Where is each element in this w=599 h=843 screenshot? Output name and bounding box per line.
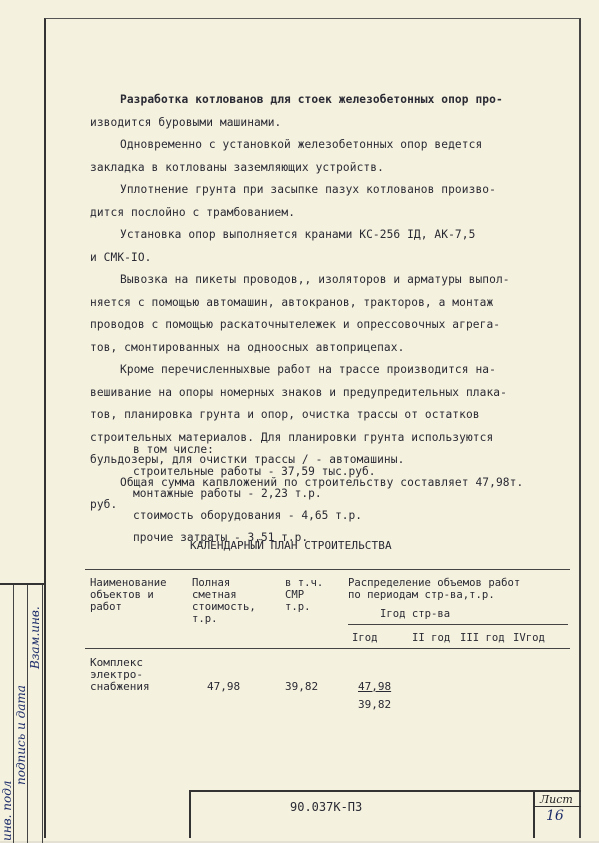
text-line: Кроме перечисленныхвые работ на трассе производится на- — [120, 363, 496, 376]
calendar-plan-title: КАЛЕНДАРНЫЙ ПЛАН СТРОИТЕЛЬСТВА — [190, 539, 392, 552]
row-total-cost: 47,98 — [207, 680, 241, 693]
period-year-2: II год — [412, 632, 451, 644]
period-year-1: Iгод — [352, 632, 378, 644]
text-line: Одновременно с установкой железобетонных опор ведется — [120, 138, 483, 151]
text-line: Уплотнение грунта при засыпке пазух котлованов произво- — [120, 183, 496, 196]
sheet-cell-divider — [533, 806, 581, 807]
cost-breakdown — [133, 443, 375, 553]
stamp-inventory-original: инв. подл — [0, 780, 14, 841]
text-line: Общая сумма капвложений по строительству составляет 47,98т. — [120, 475, 524, 489]
cost-item: монтажные работы - 2,23 т.р. — [133, 487, 322, 500]
cost-header: в том числе: — [133, 443, 214, 456]
text-line: Разработка котлованов для стоек железобетонных опор про- — [120, 93, 503, 106]
text-line: строительных материалов. Для планировки грунта используются — [90, 430, 494, 444]
text-line: руб. — [90, 498, 118, 511]
header-smr: в т.ч. СМР т.р. — [285, 577, 324, 613]
stamp-strip — [0, 583, 44, 843]
sheet-label: Лист — [540, 793, 573, 806]
text-line: тов, планировка грунта и опор, очистка трассы от остатков — [90, 408, 480, 421]
subheader-rule — [348, 624, 568, 625]
text-line: Вывозка на пикеты проводов,, изоляторов и арматуры выпол- — [120, 273, 510, 286]
document-code: 90.037К-ПЗ — [290, 800, 363, 814]
header-objects: Наименование объектов и работ — [90, 577, 167, 613]
text-line: бульдозеры, для очистки трассы / - автомашины. — [90, 453, 405, 466]
stamp-replacement-inventory: Взам.инв. — [28, 606, 42, 669]
row-year1-total: 47,98 — [358, 680, 392, 693]
text-line: проводов с помощью раскаточнытележек и опрессовочных агрега- — [90, 318, 501, 331]
header-construction-year: Iгод стр-ва — [380, 608, 451, 620]
title-block — [189, 790, 581, 838]
period-year-4: IVгод — [513, 632, 545, 644]
text-line: дится послойно с трамбованием. — [90, 205, 296, 219]
row-year1-smr: 39,82 — [358, 698, 392, 711]
text-line: Установка опор выполняется кранами КС-256 IД, АК-7,5 — [120, 228, 476, 241]
period-year-3: III год — [460, 632, 505, 644]
table-top-rule — [85, 569, 570, 570]
text-line: и СМК-IО. — [90, 250, 152, 264]
table-header-rule — [85, 648, 570, 649]
sheet-number: 16 — [546, 808, 564, 824]
text-line: изводится буровыми машинами. — [90, 115, 282, 129]
text-line: тов, смонтированных на одноосных автоприцепах. — [90, 340, 405, 354]
text-line: няется с помощью автомашин, автокранов, тракторов, а монтаж — [90, 295, 494, 309]
stamp-signature-date: подпись и дата — [14, 685, 28, 785]
text-line: вешивание на опоры номерных знаков и предупредительных плака- — [90, 385, 507, 399]
row-smr: 39,82 — [285, 680, 319, 693]
cost-item: стоимость оборудования - 4,65 т.р. — [133, 509, 363, 522]
header-total-cost: Полная сметная стоимость, т.р. — [192, 577, 256, 625]
row-object-name: Комплекс электро- снабжения — [90, 656, 150, 693]
header-distribution: Распределение объемов работ по периодам стр-ва,т.р. — [348, 577, 521, 601]
cost-item: строительные работы - 37,59 тыс.руб. — [133, 465, 376, 478]
cost-item: прочие затраты - 3,51 т.р. — [133, 531, 309, 544]
text-line: закладка в котлованы заземляющих устройств. — [90, 160, 384, 174]
